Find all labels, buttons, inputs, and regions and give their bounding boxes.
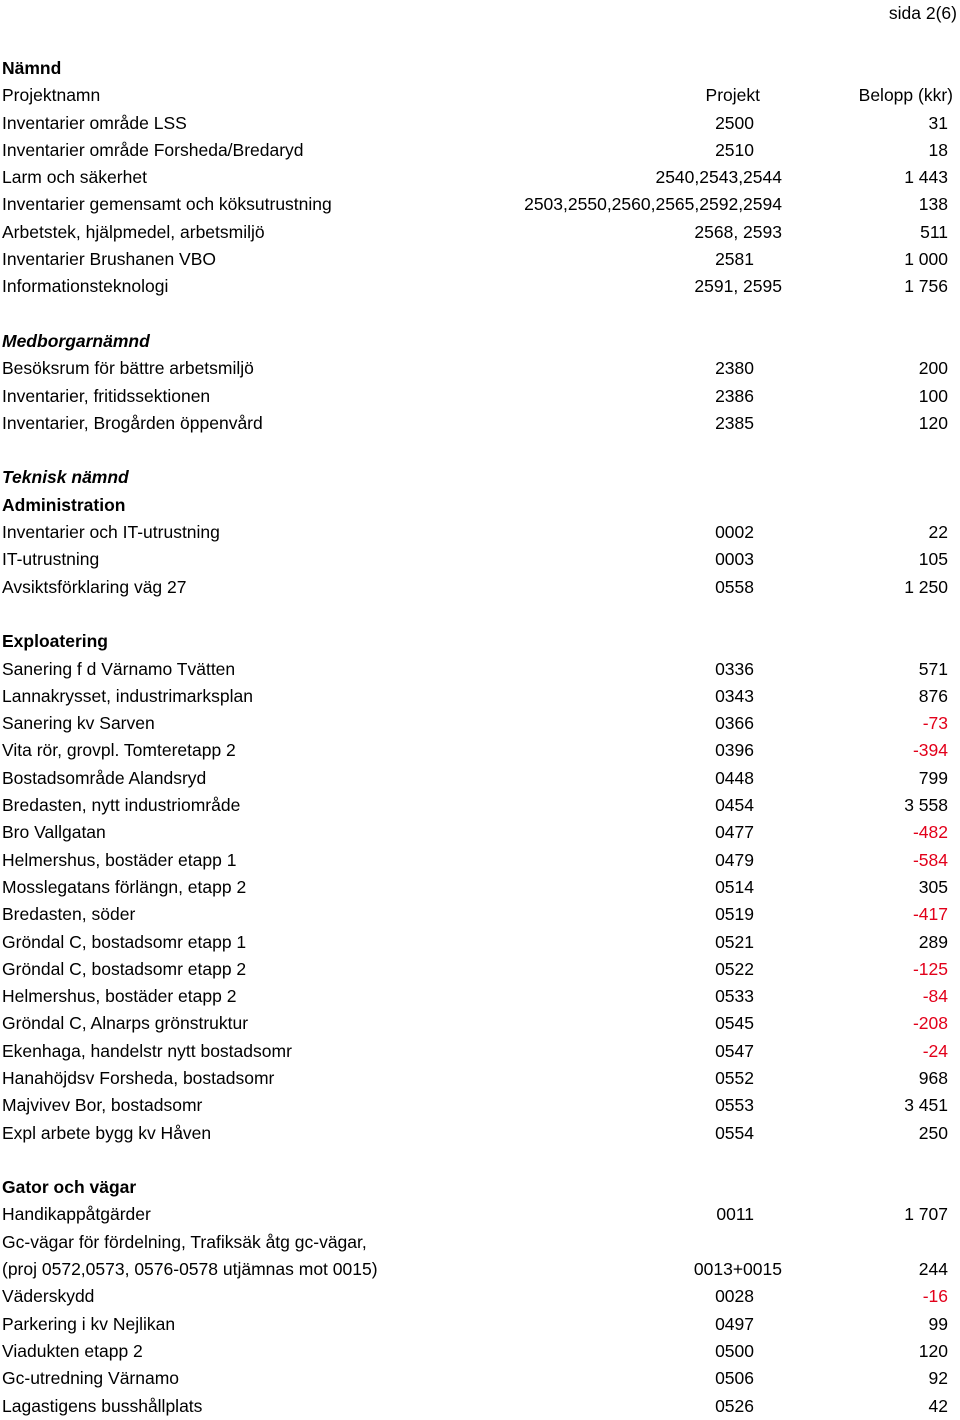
subsection-heading: Administration: [2, 494, 126, 515]
project-name: Gröndal C, Alnarps grönstruktur: [2, 1013, 249, 1034]
column-header-row: [0, 82, 960, 109]
project-name: Parkering i kv Nejlikan: [2, 1313, 176, 1334]
section-heading-row: [0, 328, 960, 355]
project-number: 0013+0015: [693, 1259, 782, 1280]
project-number: 0343: [715, 685, 754, 706]
column-header-project: Projekt: [705, 85, 760, 106]
project-name: (proj 0572,0573, 0576-0578 utjämnas mot 0015): [2, 1259, 378, 1280]
table-row: [0, 1365, 960, 1392]
project-number: 0396: [715, 740, 754, 761]
project-number: 2510: [715, 139, 754, 160]
project-name: Informationsteknologi: [2, 276, 169, 297]
project-number: 0533: [715, 986, 754, 1007]
table-row: [0, 219, 960, 246]
amount: -24: [922, 1040, 948, 1061]
table-row: [0, 710, 960, 737]
project-number: 0500: [715, 1340, 754, 1361]
amount: 3 451: [904, 1095, 948, 1116]
table-row: [0, 1010, 960, 1037]
section-heading-row: [0, 55, 960, 82]
project-name: Gc-utredning Värnamo: [2, 1368, 180, 1389]
project-name: Inventarier Brushanen VBO: [2, 249, 217, 270]
project-name: Larm och säkerhet: [2, 167, 147, 188]
table-row: [0, 410, 960, 437]
project-number: 0547: [715, 1040, 754, 1061]
amount: 1 000: [904, 249, 948, 270]
amount: -125: [912, 958, 948, 979]
section-heading: Medborgarnämnd: [2, 330, 150, 351]
table-row: [0, 983, 960, 1010]
project-name: Vita rör, grovpl. Tomteretapp 2: [2, 740, 236, 761]
table-row: [0, 1065, 960, 1092]
table-row: [0, 574, 960, 601]
section-heading: Gator och vägar: [2, 1177, 137, 1198]
project-name: Bro Vallgatan: [2, 822, 106, 843]
table-row: [0, 1283, 960, 1310]
project-number: 0522: [715, 958, 754, 979]
table-row: [0, 1338, 960, 1365]
amount: 105: [918, 549, 948, 570]
project-name: Avsiktsförklaring väg 27: [2, 576, 187, 597]
amount: 511: [920, 221, 948, 242]
project-name: Gc-vägar för fördelning, Trafiksäk åtg gc-vägar,: [2, 1231, 367, 1252]
amount: 799: [918, 767, 948, 788]
amount: 571: [918, 658, 948, 679]
project-name: Bredasten, nytt industriområde: [2, 795, 241, 816]
project-name: Gröndal C, bostadsomr etapp 1: [2, 931, 247, 952]
project-number: 0558: [715, 576, 754, 597]
table-row: [0, 656, 960, 683]
table-row: [0, 1256, 960, 1283]
project-number: 0526: [715, 1395, 754, 1416]
table-row: [0, 546, 960, 573]
project-number: 0002: [715, 522, 754, 543]
project-name: Inventarier område Forsheda/Bredaryd: [2, 139, 304, 160]
amount: 1 756: [904, 276, 948, 297]
section-heading: Teknisk nämnd: [2, 467, 129, 488]
table-row: [0, 874, 960, 901]
project-number: 0454: [715, 795, 754, 816]
project-number: 0336: [715, 658, 754, 679]
amount: -482: [912, 822, 948, 843]
project-name: Inventarier gemensamt och köksutrustning: [2, 194, 332, 215]
amount: 99: [928, 1313, 948, 1334]
section-spacer: [0, 301, 960, 328]
amount: 876: [918, 685, 948, 706]
project-name: Lagastigens busshållplats: [2, 1395, 203, 1416]
table-row: [0, 819, 960, 846]
project-name: Majvivev Bor, bostadsomr: [2, 1095, 203, 1116]
section-heading-row: [0, 628, 960, 655]
table-row: [0, 1038, 960, 1065]
project-number: 0554: [715, 1122, 754, 1143]
column-header-amount: Belopp (kkr): [858, 85, 953, 106]
amount: 42: [928, 1395, 948, 1416]
amount: 120: [918, 1340, 948, 1361]
amount: 305: [918, 876, 948, 897]
amount: 18: [928, 139, 948, 160]
project-number: 2591, 2595: [694, 276, 782, 297]
amount: 22: [928, 522, 948, 543]
section-heading: Nämnd: [2, 58, 62, 78]
project-number: 0479: [715, 849, 754, 870]
table-row: [0, 1229, 960, 1256]
table-row: [0, 929, 960, 956]
table-row: [0, 765, 960, 792]
table-row: [0, 273, 960, 300]
project-number: 0514: [715, 876, 754, 897]
page-number: sida 2(6): [888, 3, 957, 23]
project-name: Helmershus, bostäder etapp 1: [2, 849, 237, 870]
amount: 1 443: [904, 167, 948, 188]
section-heading-row: [0, 1174, 960, 1201]
project-number: 2386: [715, 385, 754, 406]
project-name: Bostadsområde Alandsryd: [2, 767, 207, 788]
amount: 968: [918, 1067, 948, 1088]
section-spacer: [0, 601, 960, 628]
project-name: Inventarier och IT-utrustning: [2, 522, 220, 543]
investment-list: [0, 55, 960, 1420]
table-row: [0, 1120, 960, 1147]
amount: 92: [928, 1368, 948, 1389]
project-number: 0521: [715, 931, 754, 952]
project-name: Gröndal C, bostadsomr etapp 2: [2, 958, 247, 979]
amount: -73: [922, 713, 948, 734]
page-header: [0, 0, 960, 27]
project-name: Ekenhaga, handelstr nytt bostadsomr: [2, 1040, 292, 1061]
table-row: [0, 737, 960, 764]
project-name: Hanahöjdsv Forsheda, bostadsomr: [2, 1067, 275, 1088]
table-row: [0, 383, 960, 410]
project-number: 0477: [715, 822, 754, 843]
project-number: 0545: [715, 1013, 754, 1034]
table-row: [0, 901, 960, 928]
table-row: [0, 246, 960, 273]
amount: 200: [918, 358, 948, 379]
table-row: [0, 1092, 960, 1119]
section-heading-row: [0, 464, 960, 491]
amount: 244: [918, 1259, 948, 1280]
project-name: Handikappåtgärder: [2, 1204, 151, 1225]
amount: 1 250: [904, 576, 948, 597]
project-name: Viadukten etapp 2: [2, 1340, 143, 1361]
amount: 120: [918, 412, 948, 433]
table-row: [0, 1311, 960, 1338]
amount: -584: [912, 849, 948, 870]
amount: -417: [912, 904, 948, 925]
project-name: Helmershus, bostäder etapp 2: [2, 986, 237, 1007]
table-row: [0, 847, 960, 874]
amount: 250: [918, 1122, 948, 1143]
section-spacer: [0, 1147, 960, 1174]
project-name: Sanering f d Värnamo Tvätten: [2, 658, 236, 679]
project-name: Inventarier, fritidssektionen: [2, 385, 211, 406]
project-name: Väderskydd: [2, 1286, 95, 1307]
subsection-heading-row: [0, 492, 960, 519]
table-row: [0, 1201, 960, 1228]
project-number: 0011: [716, 1204, 754, 1225]
amount: 100: [918, 385, 948, 406]
table-row: [0, 164, 960, 191]
project-number: 0366: [715, 713, 754, 734]
project-name: Expl arbete bygg kv Håven: [2, 1122, 212, 1143]
project-number: 2385: [715, 412, 754, 433]
amount: 1 707: [904, 1204, 948, 1225]
table-row: [0, 191, 960, 218]
project-number: 2540,2543,2544: [655, 167, 782, 188]
project-number: 0448: [715, 767, 754, 788]
table-row: [0, 792, 960, 819]
project-name: Sanering kv Sarven: [2, 713, 155, 734]
amount: -394: [912, 740, 948, 761]
amount: 3 558: [904, 795, 948, 816]
project-number: 0519: [715, 904, 754, 925]
project-name: Besöksrum för bättre arbetsmiljö: [2, 358, 254, 379]
project-number: 2503,2550,2560,2565,2592,2594: [524, 194, 782, 215]
table-row: [0, 1393, 960, 1420]
project-number: 0552: [715, 1067, 754, 1088]
project-name: Lannakrysset, industrimarksplan: [2, 685, 253, 706]
project-name: Bredasten, söder: [2, 904, 136, 925]
project-number: 2568, 2593: [694, 221, 782, 242]
project-number: 0497: [715, 1313, 754, 1334]
project-name: Arbetstek, hjälpmedel, arbetsmiljö: [2, 221, 265, 242]
project-number: 2500: [715, 112, 754, 133]
project-number: 0003: [715, 549, 754, 570]
section-spacer: [0, 437, 960, 464]
project-name: Inventarier, Brogården öppenvård: [2, 412, 263, 433]
amount: 138: [918, 194, 948, 215]
amount: 289: [918, 931, 948, 952]
table-row: [0, 110, 960, 137]
table-row: [0, 956, 960, 983]
project-number: 0553: [715, 1095, 754, 1116]
project-number: 0506: [715, 1368, 754, 1389]
project-number: 2581: [715, 249, 754, 270]
amount: -208: [912, 1013, 948, 1034]
project-name: IT-utrustning: [2, 549, 100, 570]
amount: 31: [928, 112, 948, 133]
project-number: 2380: [715, 358, 754, 379]
project-name: Inventarier område LSS: [2, 112, 187, 133]
table-row: [0, 137, 960, 164]
amount: -84: [922, 986, 948, 1007]
project-number: 0028: [715, 1286, 754, 1307]
project-name: Mosslegatans förlängn, etapp 2: [2, 876, 247, 897]
table-row: [0, 519, 960, 546]
table-row: [0, 355, 960, 382]
table-row: [0, 683, 960, 710]
section-heading: Exploatering: [2, 631, 108, 652]
amount: -16: [922, 1286, 948, 1307]
column-header-name: Projektnamn: [2, 85, 101, 106]
